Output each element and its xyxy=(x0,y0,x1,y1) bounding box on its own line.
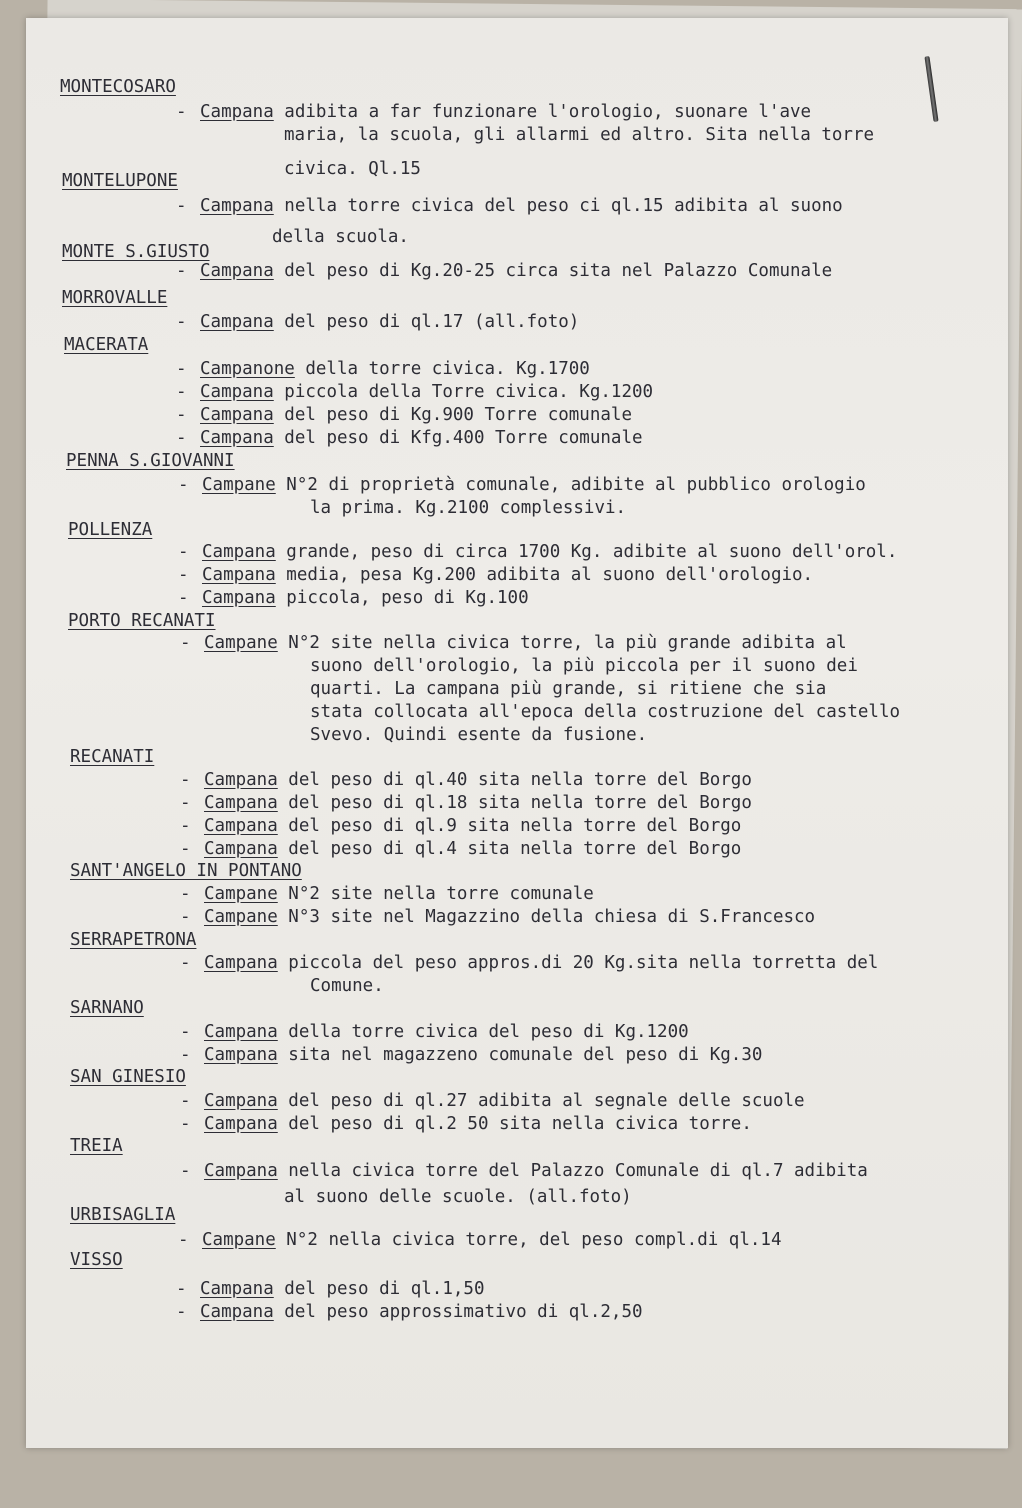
heading-sant-angelo-in-pontano: SANT'ANGELO IN PONTANO xyxy=(70,861,302,881)
item-keyword: Campane xyxy=(204,884,278,904)
item-text: del peso di ql.1,50 xyxy=(273,1279,485,1299)
item-sant-angelo-2: - Campane N°3 site nel Magazzino della chiesa di S.Francesco xyxy=(180,907,816,927)
item-text: del peso di Kfg.400 Torre comunale xyxy=(273,428,643,448)
item-keyword: Campana xyxy=(204,816,278,836)
item-macerata-2: - Campana piccola della Torre civica. Kg.1200 xyxy=(176,382,654,402)
item-keyword: Campana xyxy=(200,102,274,122)
item-text: del peso di ql.9 sita nella torre del Borgo xyxy=(277,816,742,836)
item-keyword: Campana xyxy=(200,1279,274,1299)
item-recanati-4: - Campana del peso di ql.4 sita nella torre del Borgo xyxy=(180,839,742,859)
item-text: del peso di Kg.900 Torre comunale xyxy=(273,405,632,425)
item-continuation: la prima. Kg.2100 complessivi. xyxy=(310,498,627,518)
item-porto-recanati-1: - Campane N°2 site nella civica torre, la più grande adibita al xyxy=(180,633,847,653)
item-keyword: Campane xyxy=(202,475,276,495)
item-text: del peso di ql.18 sita nella torre del Borgo xyxy=(277,793,752,813)
item-san-ginesio-2: - Campana del peso di ql.2 50 sita nella civica torre. xyxy=(180,1114,752,1134)
heading-penna-s-giovanni: PENNA S.GIOVANNI xyxy=(66,451,235,471)
item-san-ginesio-1: - Campana del peso di ql.27 adibita al segnale delle scuole xyxy=(180,1091,805,1111)
item-monte-s-giusto-1: - Campana del peso di Kg.20-25 circa sita nel Palazzo Comunale xyxy=(176,261,833,281)
item-pollenza-1: - Campana grande, peso di circa 1700 Kg. adibite al suono dell'orol. xyxy=(178,542,898,562)
item-keyword: Campana xyxy=(204,1114,278,1134)
item-keyword: Campana xyxy=(200,1302,274,1322)
item-keyword: Campana xyxy=(204,839,278,859)
item-montecosaro-1: - Campana adibita a far funzionare l'orologio, suonare l'ave xyxy=(176,102,812,122)
item-text: sita nel magazzeno comunale del peso di Kg.30 xyxy=(277,1045,763,1065)
item-text: del peso di ql.2 50 sita nella civica torre. xyxy=(277,1114,752,1134)
item-macerata-1: - Campanone della torre civica. Kg.1700 xyxy=(176,359,590,379)
item-visso-2: - Campana del peso approssimativo di ql.2,50 xyxy=(176,1302,643,1322)
item-keyword: Campanone xyxy=(200,359,295,379)
item-keyword: Campana xyxy=(200,382,274,402)
item-recanati-2: - Campana del peso di ql.18 sita nella torre del Borgo xyxy=(180,793,752,813)
item-text: del peso di ql.4 sita nella torre del Borgo xyxy=(277,839,742,859)
item-keyword: Campana xyxy=(200,261,274,281)
item-text: grande, peso di circa 1700 Kg. adibite al suono dell'orol. xyxy=(275,542,898,562)
item-continuation: maria, la scuola, gli allarmi ed altro. Sita nella torre xyxy=(284,125,875,145)
item-keyword: Campana xyxy=(204,1022,278,1042)
item-continuation: suono dell'orologio, la più piccola per il suono dei xyxy=(310,656,858,676)
item-recanati-3: - Campana del peso di ql.9 sita nella torre del Borgo xyxy=(180,816,742,836)
item-text: piccola, peso di Kg.100 xyxy=(275,588,529,608)
item-visso-1: - Campana del peso di ql.1,50 xyxy=(176,1279,485,1299)
heading-san-ginesio: SAN GINESIO xyxy=(70,1067,186,1087)
item-text: della torre civica del peso di Kg.1200 xyxy=(277,1022,689,1042)
item-keyword: Campana xyxy=(200,312,274,332)
item-continuation: stata collocata all'epoca della costruzione del castello xyxy=(310,702,901,722)
item-pollenza-2: - Campana media, pesa Kg.200 adibita al suono dell'orologio. xyxy=(178,565,814,585)
item-keyword: Campana xyxy=(204,1045,278,1065)
item-text: N°2 nella civica torre, del peso compl.di ql.14 xyxy=(275,1230,782,1250)
item-sarnano-2: - Campana sita nel magazzeno comunale del peso di Kg.30 xyxy=(180,1045,763,1065)
item-pollenza-3: - Campana piccola, peso di Kg.100 xyxy=(178,588,529,608)
item-continuation: quarti. La campana più grande, si ritiene che sia xyxy=(310,679,827,699)
item-text: adibita a far funzionare l'orologio, suonare l'ave xyxy=(273,102,812,122)
heading-macerata: MACERATA xyxy=(64,335,149,355)
item-sant-angelo-1: - Campane N°2 site nella torre comunale xyxy=(180,884,594,904)
item-text: N°2 site nella torre comunale xyxy=(277,884,594,904)
heading-visso: VISSO xyxy=(70,1250,123,1270)
item-text: nella civica torre del Palazzo Comunale di ql.7 adibita xyxy=(277,1161,868,1181)
item-macerata-3: - Campana del peso di Kg.900 Torre comunale xyxy=(176,405,632,425)
item-text: del peso approssimativo di ql.2,50 xyxy=(273,1302,643,1322)
item-keyword: Campane xyxy=(204,633,278,653)
item-montelupone-1: - Campana nella torre civica del peso ci ql.15 adibita al suono xyxy=(176,196,843,216)
item-keyword: Campana xyxy=(200,405,274,425)
item-continuation: civica. Ql.15 xyxy=(284,159,421,179)
item-urbisaglia-1: - Campane N°2 nella civica torre, del peso compl.di ql.14 xyxy=(178,1230,782,1250)
item-keyword: Campana xyxy=(204,953,278,973)
item-keyword: Campana xyxy=(202,542,276,562)
item-text: del peso di Kg.20-25 circa sita nel Palazzo Comunale xyxy=(273,261,833,281)
item-text: N°3 site nel Magazzino della chiesa di S.Francesco xyxy=(277,907,816,927)
item-text: N°2 site nella civica torre, la più grande adibita al xyxy=(277,633,847,653)
item-treia-1: - Campana nella civica torre del Palazzo Comunale di ql.7 adibita xyxy=(180,1161,868,1181)
item-keyword: Campana xyxy=(204,1091,278,1111)
item-text: della torre civica. Kg.1700 xyxy=(294,359,590,379)
heading-sarnano: SARNANO xyxy=(70,998,144,1018)
item-keyword: Campane xyxy=(204,907,278,927)
item-keyword: Campana xyxy=(204,1161,278,1181)
item-keyword: Campana xyxy=(200,196,274,216)
heading-pollenza: POLLENZA xyxy=(68,520,153,540)
item-keyword: Campana xyxy=(204,793,278,813)
item-text: del peso di ql.27 adibita al segnale delle scuole xyxy=(277,1091,805,1111)
item-text: piccola del peso appros.di 20 Kg.sita nella torretta del xyxy=(277,953,879,973)
heading-recanati: RECANATI xyxy=(70,747,155,767)
item-morrovalle-1: - Campana del peso di ql.17 (all.foto) xyxy=(176,312,580,332)
item-text: nella torre civica del peso ci ql.15 adibita al suono xyxy=(273,196,843,216)
heading-treia: TREIA xyxy=(70,1136,123,1156)
heading-montecosaro: MONTECOSARO xyxy=(60,77,176,97)
item-text: del peso di ql.17 (all.foto) xyxy=(273,312,580,332)
item-text: N°2 di proprietà comunale, adibite al pubblico orologio xyxy=(275,475,866,495)
item-continuation: al suono delle scuole. (all.foto) xyxy=(284,1187,632,1207)
item-recanati-1: - Campana del peso di ql.40 sita nella torre del Borgo xyxy=(180,770,752,790)
item-text: del peso di ql.40 sita nella torre del Borgo xyxy=(277,770,752,790)
heading-serrapetrona: SERRAPETRONA xyxy=(70,930,197,950)
item-continuation: Svevo. Quindi esente da fusione. xyxy=(310,725,648,745)
heading-urbisaglia: URBISAGLIA xyxy=(70,1205,176,1225)
item-keyword: Campana xyxy=(200,428,274,448)
heading-monte-s-giusto: MONTE S.GIUSTO xyxy=(62,242,210,262)
item-text: media, pesa Kg.200 adibita al suono dell'orologio. xyxy=(275,565,814,585)
item-text: piccola della Torre civica. Kg.1200 xyxy=(273,382,654,402)
item-penna-1: - Campane N°2 di proprietà comunale, adibite al pubblico orologio xyxy=(178,475,866,495)
heading-morrovalle: MORROVALLE xyxy=(62,288,168,308)
item-continuation: Comune. xyxy=(310,976,384,996)
item-macerata-4: - Campana del peso di Kfg.400 Torre comunale xyxy=(176,428,643,448)
item-sarnano-1: - Campana della torre civica del peso di Kg.1200 xyxy=(180,1022,689,1042)
heading-porto-recanati: PORTO RECANATI xyxy=(68,611,216,631)
item-keyword: Campana xyxy=(202,588,276,608)
item-keyword: Campana xyxy=(204,770,278,790)
heading-montelupone: MONTELUPONE xyxy=(62,171,178,191)
item-serrapetrona-1: - Campana piccola del peso appros.di 20 Kg.sita nella torretta del xyxy=(180,953,879,973)
item-continuation: della scuola. xyxy=(272,227,409,247)
item-keyword: Campane xyxy=(202,1230,276,1250)
item-keyword: Campana xyxy=(202,565,276,585)
